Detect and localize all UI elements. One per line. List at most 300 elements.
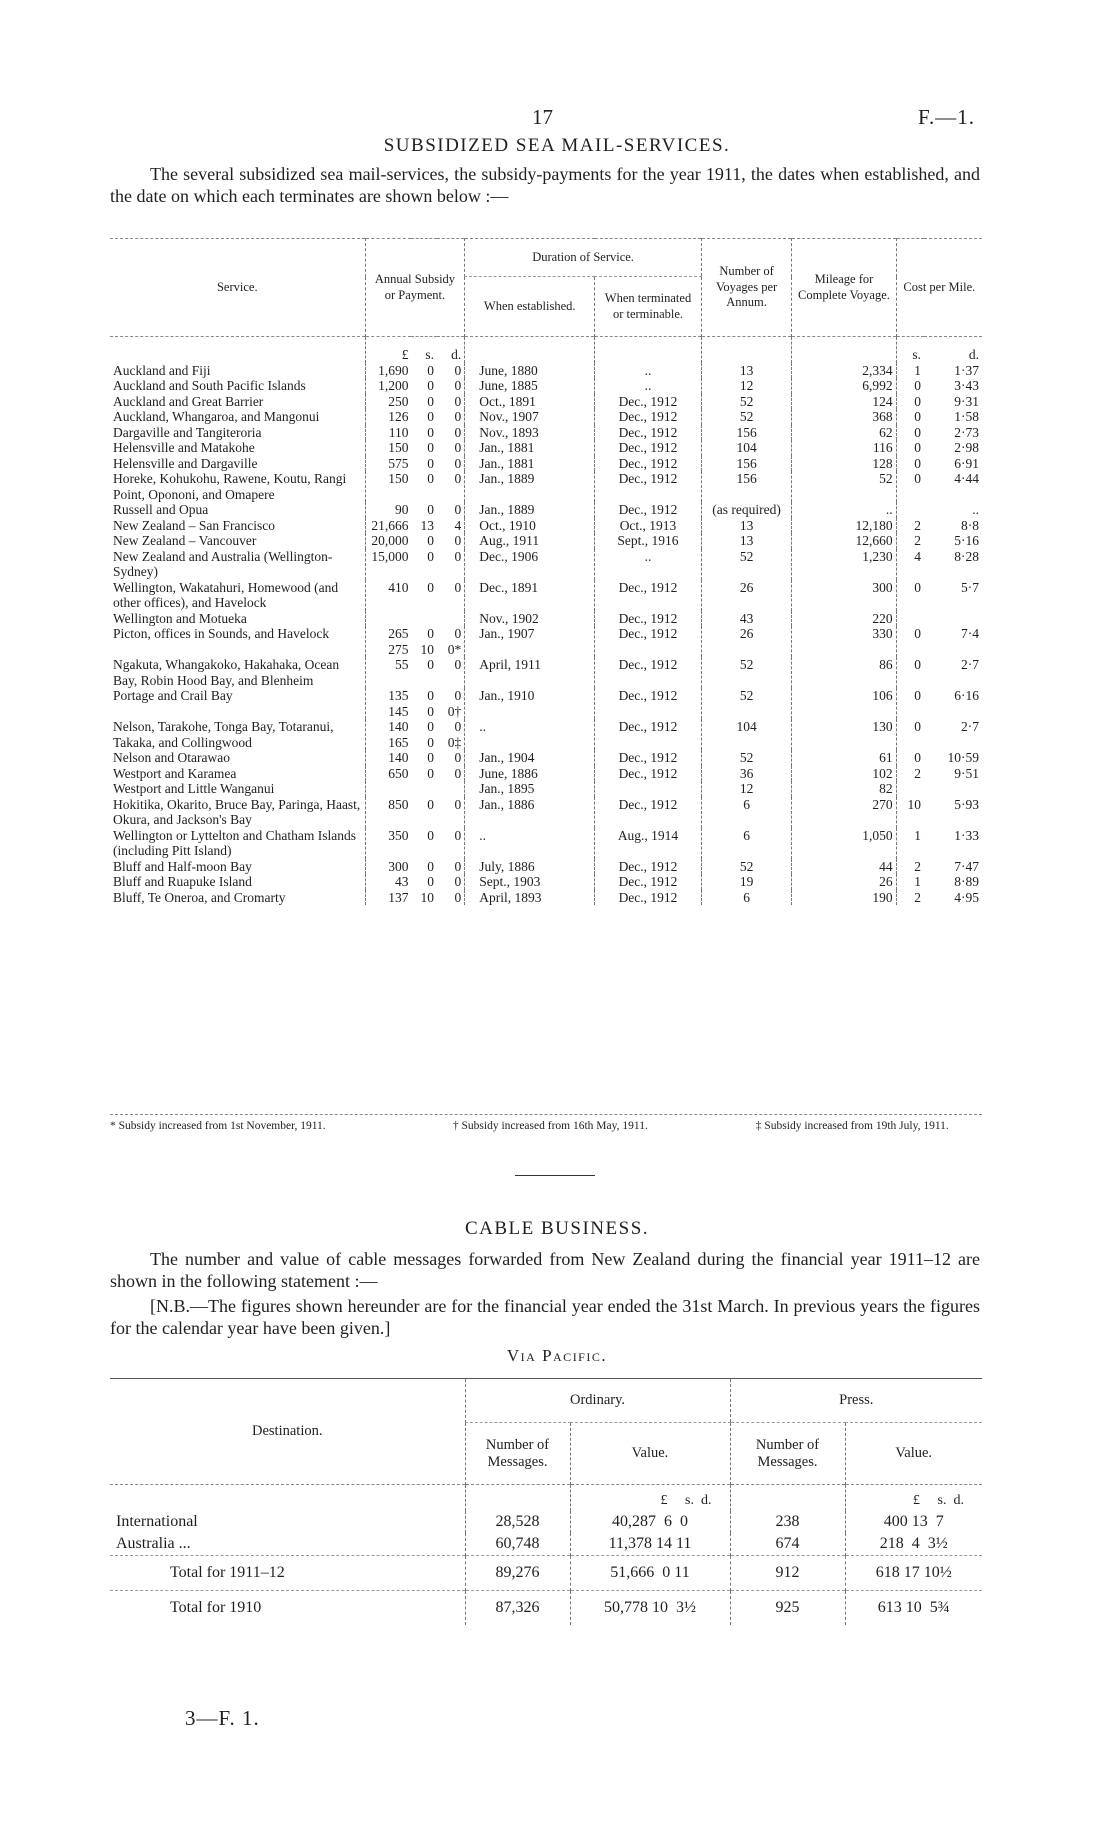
mail-subsidy-pounds: 15,000 <box>365 549 411 580</box>
mail-service-name: Westport and Karamea <box>113 765 237 781</box>
mail-service-name: Wellington and Motueka <box>113 610 247 626</box>
mail-subsidy-shillings <box>411 781 437 797</box>
mail-established: Dec., 1906 <box>465 549 595 580</box>
table-row <box>110 1511 982 1533</box>
mail-established: Nov., 1893 <box>465 425 595 441</box>
table-row <box>110 409 982 425</box>
mail-service-name: Westport and Little Wanganui <box>113 781 275 796</box>
mail-service-name: Helensville and Matakohe <box>113 440 255 455</box>
mail-subsidy-shillings: 0 <box>427 858 434 874</box>
mail-established: Oct., 1891 <box>465 394 595 410</box>
table-row <box>110 611 982 627</box>
mail-terminated: Dec., 1912 <box>595 456 702 472</box>
cable-unit-press-pence: d. <box>953 1492 964 1508</box>
cable-dest: International <box>116 1512 198 1530</box>
unit-pence: d. <box>451 347 462 362</box>
mail-cost-shillings: 4 <box>896 549 924 580</box>
mail-voyages: (as required) <box>701 502 791 518</box>
mail-subsidy-shillings: 0 <box>427 579 434 595</box>
mail-subsidy-shillings: 0 <box>427 471 434 486</box>
mail-subsidy-pounds: 126 <box>365 409 411 425</box>
mail-voyages: 13 <box>701 518 791 534</box>
cable-header-ordinary-number: Number of Messages. <box>465 1423 570 1485</box>
mail-mileage: 130 <box>792 719 896 750</box>
table-row <box>110 502 982 518</box>
mail-service-name: Bluff and Ruapuke Island <box>113 874 252 889</box>
mail-terminated: Dec., 1912 <box>595 471 702 502</box>
cable-header-press-number: Number of Messages. <box>730 1423 845 1485</box>
mail-established: Aug., 1911 <box>465 533 595 549</box>
mail-subsidy-pounds: 350 <box>365 828 411 859</box>
mail-established: Jan., 1881 <box>465 440 595 456</box>
mail-established: Dec., 1891 <box>465 580 595 611</box>
mail-subsidy-pounds: 575 <box>365 456 411 472</box>
mail-subsidy-pence: 0 <box>454 548 462 564</box>
mail-cost-pence: 1·37 <box>954 362 979 378</box>
mail-cost-shillings: 0 <box>896 425 924 441</box>
mail-terminated: Dec., 1912 <box>595 657 702 688</box>
mail-subsidy-shillings: 0 <box>427 362 434 378</box>
mail-mileage: .. <box>792 502 896 518</box>
mail-cost-pence: 7·47 <box>954 858 979 874</box>
unit-cost-pence: d. <box>968 347 979 362</box>
mail-voyages: 13 <box>701 533 791 549</box>
table-row <box>110 890 982 906</box>
mail-service-name: New Zealand – San Francisco <box>113 517 275 533</box>
mail-service-name: Bluff, Te Oneroa, and Cromarty <box>113 889 286 905</box>
mail-voyages: 26 <box>701 580 791 611</box>
mail-cost-pence <box>924 611 982 627</box>
footnote-dagger: † Subsidy increased from 16th May, 1911. <box>452 1120 648 1132</box>
mail-subsidy-shillings: 0 <box>427 874 434 889</box>
mail-subsidy-pounds: 1,690 <box>365 363 411 379</box>
mail-cost-shillings: 2 <box>896 859 924 875</box>
mail-voyages: 19 <box>701 874 791 890</box>
table-row <box>110 828 982 859</box>
mail-services-rows <box>110 337 982 906</box>
mail-mileage: 190 <box>792 890 896 906</box>
mail-established: .. <box>465 828 595 859</box>
mail-cost-shillings: 0 <box>896 378 924 394</box>
mail-service-name: Picton, offices in Sounds, and Havelock <box>113 626 330 641</box>
mail-subsidy-pence: 0 <box>454 874 462 889</box>
mail-mileage: 330 <box>792 626 896 657</box>
mail-cost-pence: .. <box>972 502 979 517</box>
table-row <box>110 657 982 688</box>
table-row <box>110 1533 982 1556</box>
cable-dest: Australia ... <box>116 1534 191 1552</box>
mail-voyages: 6 <box>701 797 791 828</box>
mail-subsidy-pounds: 140 <box>365 750 411 766</box>
mail-subsidy-pence: 4 <box>454 517 462 533</box>
mail-subsidy-pence: 0 <box>454 378 462 393</box>
mail-established: Jan., 1886 <box>465 797 595 828</box>
mail-service-name: Bluff and Half-moon Bay <box>113 858 252 874</box>
mail-cost-pence: 7·4 <box>961 626 979 641</box>
mail-established: June, 1880 <box>465 363 595 379</box>
mail-subsidy-pounds: 55 <box>365 657 411 688</box>
mail-cost-pence: 3·43 <box>954 378 979 393</box>
mail-cost-pence: 9·51 <box>954 765 979 781</box>
mail-subsidy-pounds: 110 <box>365 425 411 441</box>
mail-subsidy-pence: 0 0* <box>447 626 462 657</box>
mail-voyages: 6 <box>701 890 791 906</box>
table-row <box>110 719 982 750</box>
mail-terminated: Aug., 1914 <box>595 828 702 859</box>
mail-established: Jan., 1881 <box>465 456 595 472</box>
mail-subsidy-pounds: 300 <box>365 859 411 875</box>
table-row <box>110 874 982 890</box>
mail-cost-shillings: 0 <box>896 657 924 688</box>
mail-cost-shillings: 1 <box>896 828 924 859</box>
total-ordinary-number: 87,326 <box>465 1590 570 1625</box>
mail-established: April, 1893 <box>465 890 595 906</box>
total-press-number: 925 <box>730 1590 845 1625</box>
mail-subsidy-pounds: 265 275 <box>365 626 411 657</box>
mail-subsidy-pence: 0 <box>454 765 462 781</box>
mail-cost-shillings: 0 <box>896 456 924 472</box>
mail-terminated: .. <box>595 378 702 394</box>
mail-subsidy-pounds: 137 <box>365 890 411 906</box>
mail-mileage: 128 <box>792 456 896 472</box>
mail-cost-pence: 5·16 <box>954 533 979 548</box>
mail-subsidy-pence: 0 <box>454 533 462 548</box>
mail-subsidy-shillings: 0 <box>427 424 434 440</box>
mail-terminated: Dec., 1912 <box>595 440 702 456</box>
mail-mileage: 86 <box>792 657 896 688</box>
total-press-number: 912 <box>730 1555 845 1590</box>
mail-cost-pence: 4·44 <box>954 471 979 486</box>
mail-services-table <box>110 238 982 905</box>
total-label: Total for 1910 <box>110 1590 465 1625</box>
mail-established: Jan., 1889 <box>465 471 595 502</box>
table-row <box>110 549 982 580</box>
cable-press-number: 674 <box>730 1533 845 1556</box>
mail-cost-shillings: 10 <box>896 797 924 828</box>
mail-service-name: Dargaville and Tangiteroria <box>113 424 262 440</box>
mail-subsidy-pence: 0 <box>454 579 462 595</box>
footnote-double-dagger: ‡ Subsidy increased from 19th July, 1911. <box>755 1120 949 1132</box>
mail-cost-pence: 8·89 <box>954 874 979 889</box>
mail-service-name: New Zealand and Australia (Wellington-Sydney) <box>113 548 333 579</box>
mail-cost-shillings <box>896 502 924 518</box>
mail-subsidy-pence: 0 <box>454 440 462 455</box>
mail-subsidy-shillings: 0 0 <box>427 719 434 750</box>
mail-voyages: 156 <box>701 471 791 502</box>
mail-mileage: 1,050 <box>792 828 896 859</box>
mail-cost-pence: 2·7 <box>961 657 979 672</box>
mail-subsidy-pounds: 150 <box>365 471 411 502</box>
mail-terminated: Dec., 1912 <box>595 750 702 766</box>
mail-subsidy-shillings: 0 <box>427 765 434 781</box>
header-duration: Duration of Service. <box>465 239 702 277</box>
cable-unit-pounds: £ <box>660 1492 668 1508</box>
mail-cost-pence: 2·98 <box>954 440 979 455</box>
mail-terminated: Dec., 1912 <box>595 890 702 906</box>
cable-unit-press-shillings: s. <box>937 1492 947 1508</box>
mail-established: Jan., 1910 <box>465 688 595 719</box>
mail-voyages: 52 <box>701 409 791 425</box>
table-row <box>110 533 982 549</box>
total-label: Total for 1911–12 <box>110 1555 465 1590</box>
mail-cost-shillings: 0 <box>896 719 924 750</box>
total-ordinary-value: 51,666 0 11 <box>570 1555 730 1590</box>
mail-cost-pence: 1·33 <box>954 827 979 843</box>
mail-mileage: 26 <box>792 874 896 890</box>
mail-subsidy-shillings: 0 <box>427 750 434 765</box>
cable-note <box>110 1295 980 1339</box>
mail-established: April, 1911 <box>465 657 595 688</box>
mail-mileage: 52 <box>792 471 896 502</box>
mail-terminated: Dec., 1912 <box>595 874 702 890</box>
mail-service-name: Auckland and Fiji <box>113 362 211 378</box>
mail-mileage: 102 <box>792 766 896 782</box>
mail-subsidy-pence: 0 0‡ <box>447 719 462 750</box>
mail-subsidy-shillings <box>411 611 437 627</box>
mail-subsidy-pence: 0 <box>454 502 462 517</box>
header-service: Service. <box>216 279 258 294</box>
report-reference: F.—1. <box>918 105 975 129</box>
mail-voyages: 13 <box>701 363 791 379</box>
cable-header-press: Press. <box>730 1379 982 1423</box>
table-row <box>110 626 982 657</box>
total-press-value: 618 17 10½ <box>845 1555 982 1590</box>
mail-subsidy-pence: 0 <box>454 796 462 812</box>
mail-terminated: Dec., 1912 <box>595 688 702 719</box>
mail-voyages: 12 <box>701 781 791 797</box>
mail-terminated: Dec., 1912 <box>595 719 702 750</box>
cable-unit-press-pounds: £ <box>913 1492 921 1508</box>
mail-subsidy-pounds <box>365 611 411 627</box>
mail-mileage: 62 <box>792 425 896 441</box>
mail-terminated: Dec., 1912 <box>595 766 702 782</box>
mail-terminated <box>595 781 702 797</box>
mail-voyages: 156 <box>701 425 791 441</box>
mail-subsidy-pounds: 140 165 <box>365 719 411 750</box>
mail-cost-shillings: 0 <box>896 394 924 410</box>
total-row <box>110 1555 982 1590</box>
table-row <box>110 688 982 719</box>
table-row <box>110 378 982 394</box>
section-divider <box>515 1175 595 1176</box>
mail-voyages: 43 <box>701 611 791 627</box>
cable-ordinary-number: 28,528 <box>465 1511 570 1533</box>
unit-shillings: s. <box>425 347 434 362</box>
mail-subsidy-pounds: 650 <box>365 766 411 782</box>
table-row <box>110 766 982 782</box>
mail-terminated: Dec., 1912 <box>595 580 702 611</box>
cable-press-number: 238 <box>730 1511 845 1533</box>
mail-cost-pence: 5·93 <box>954 796 979 812</box>
mail-intro-text: The several subsidized sea mail-services, the subsidy-payments for the year 1911, the dates when established, and the date on which each terminates are shown below :— <box>110 164 980 206</box>
mail-cost-shillings: 2 <box>896 533 924 549</box>
mail-cost-shillings: 2 <box>896 766 924 782</box>
mail-terminated: Sept., 1916 <box>595 533 702 549</box>
mail-voyages: 52 <box>701 394 791 410</box>
mail-subsidy-shillings: 0 <box>427 378 434 393</box>
mail-subsidy-pence: 0 <box>454 362 462 378</box>
mail-cost-shillings: 0 <box>896 688 924 719</box>
mail-cost-shillings: 1 <box>896 874 924 890</box>
mail-subsidy-shillings: 0 10 <box>420 626 434 657</box>
mail-mileage: 300 <box>792 580 896 611</box>
mail-service-name: Portage and Crail Bay <box>113 688 233 703</box>
page-signature: 3—F. 1. <box>185 1706 260 1730</box>
mail-subsidy-pounds: 850 <box>365 797 411 828</box>
mail-subsidy-shillings: 0 <box>427 657 434 672</box>
mail-established: Jan., 1895 <box>465 781 595 797</box>
mail-voyages: 156 <box>701 456 791 472</box>
cable-ordinary-value: 40,287 6 0 <box>570 1511 730 1533</box>
mail-cost-pence: 6·16 <box>954 688 979 703</box>
mail-established: June, 1885 <box>465 378 595 394</box>
mail-service-name: Horeke, Kohukohu, Rawene, Koutu, Rangi Point, Opononi, and Omapere <box>113 471 347 502</box>
header-established: When established. <box>465 277 595 337</box>
total-press-value: 613 10 5¾ <box>845 1590 982 1625</box>
mail-voyages: 52 <box>701 549 791 580</box>
mail-terminated: Dec., 1912 <box>595 502 702 518</box>
mail-cost-pence: 10·59 <box>947 750 979 765</box>
cable-table <box>110 1378 982 1625</box>
mail-mileage: 1,230 <box>792 549 896 580</box>
cable-business-title: CABLE BUSINESS. <box>464 1218 650 1239</box>
mail-subsidy-shillings: 0 <box>427 502 434 517</box>
mail-subsidy-pence: 0 <box>454 657 462 672</box>
mail-subsidy-shillings: 13 <box>420 517 434 533</box>
mail-subsidy-pence: 0 <box>454 750 462 765</box>
mail-cost-shillings: 2 <box>896 890 924 906</box>
mail-subsidy-pounds: 20,000 <box>365 533 411 549</box>
mail-subsidy-pence: 0 <box>454 471 462 486</box>
mail-terminated: Dec., 1912 <box>595 409 702 425</box>
mail-subsidy-pence: 0 <box>454 889 462 905</box>
mail-mileage: 116 <box>792 440 896 456</box>
mail-subsidy-pounds <box>365 781 411 797</box>
footnote-star: * Subsidy increased from 1st November, 1911. <box>110 1120 326 1132</box>
mail-voyages: 12 <box>701 378 791 394</box>
unit-cost-shillings: s. <box>896 337 924 363</box>
mail-subsidy-shillings: 0 <box>427 796 434 812</box>
mail-voyages: 6 <box>701 828 791 859</box>
total-row <box>110 1590 982 1625</box>
mail-cost-pence: 9·31 <box>954 393 979 409</box>
mail-mileage: 368 <box>792 409 896 425</box>
mail-subsidy-pence: 0 <box>454 393 462 409</box>
mail-terminated: Dec., 1912 <box>595 611 702 627</box>
header-voyages: Number of Voyages per Annum. <box>701 239 791 337</box>
mail-subsidy-shillings: 0 <box>427 409 434 424</box>
mail-cost-pence: 8·28 <box>954 548 979 564</box>
mail-subsidy-pence: 0 0† <box>447 688 462 719</box>
mail-mileage: 12,660 <box>792 533 896 549</box>
header-mileage: Mileage for Complete Voyage. <box>792 239 896 337</box>
table-row <box>110 440 982 456</box>
mail-services-intro <box>110 163 980 207</box>
mail-established: July, 1886 <box>465 859 595 875</box>
table-row <box>110 797 982 828</box>
mail-cost-pence: 4·95 <box>954 889 979 905</box>
mail-cost-shillings: 1 <box>896 363 924 379</box>
mail-service-name: Auckland and South Pacific Islands <box>113 378 306 393</box>
mail-mileage: 6,992 <box>792 378 896 394</box>
mail-established: Jan., 1907 <box>465 626 595 657</box>
mail-service-name: Wellington, Wakatahuri, Homewood (and other offices), and Havelock <box>113 579 339 610</box>
mail-mileage: 124 <box>792 394 896 410</box>
mail-mileage: 270 <box>792 797 896 828</box>
cable-press-value: 218 4 3½ <box>845 1533 982 1556</box>
mail-mileage: 220 <box>792 611 896 627</box>
mail-mileage: 82 <box>792 781 896 797</box>
cable-intro-text: The number and value of cable messages forwarded from New Zealand during the financial year 1911–12 are shown in the following statement :— <box>110 1249 980 1291</box>
cable-press-value: 400 13 7 <box>845 1511 982 1533</box>
mail-established: Nov., 1907 <box>465 409 595 425</box>
mail-terminated: Dec., 1912 <box>595 425 702 441</box>
mail-cost-pence: 2·7 <box>961 719 979 734</box>
mail-service-name: Hokitika, Okarito, Bruce Bay, Paringa, Haast, Okura, and Jackson's Bay <box>113 796 361 827</box>
page-number: 17 <box>532 105 553 129</box>
mail-cost-shillings <box>896 781 924 797</box>
mail-subsidy-pounds: 90 <box>365 502 411 518</box>
cable-unit-press <box>845 1485 982 1511</box>
mail-subsidy-pence: 0 <box>454 827 462 843</box>
mail-subsidy-pence: 0 <box>454 424 462 440</box>
cable-rows <box>110 1485 982 1556</box>
mail-subsidy-pence: 0 <box>454 858 462 874</box>
mail-subsidy-pounds: 1,200 <box>365 378 411 394</box>
mail-terminated: Oct., 1913 <box>595 518 702 534</box>
table-row <box>110 363 982 379</box>
mail-cost-shillings: 0 <box>896 580 924 611</box>
mail-subsidy-pounds: 250 <box>365 394 411 410</box>
mail-cost-pence: 6·91 <box>954 455 979 471</box>
mail-voyages: 26 <box>701 626 791 657</box>
mail-subsidy-shillings: 0 0 <box>427 688 434 719</box>
unit-pounds: £ <box>365 337 411 363</box>
header-subsidy: Annual Subsidy or Payment. <box>365 239 465 337</box>
mail-subsidy-pounds: 135 145 <box>365 688 411 719</box>
cable-unit-ordinary <box>570 1485 730 1511</box>
table-row <box>110 456 982 472</box>
mail-cost-pence: 2·73 <box>954 424 979 440</box>
cable-header-press-value: Value. <box>845 1423 982 1485</box>
table-row <box>110 518 982 534</box>
mail-voyages: 52 <box>701 859 791 875</box>
mail-cost-shillings: 2 <box>896 518 924 534</box>
mail-subsidy-pence <box>437 781 465 797</box>
cable-header-ordinary-value: Value. <box>570 1423 730 1485</box>
mail-subsidy-pounds: 21,666 <box>365 518 411 534</box>
cable-unit-shillings: s. <box>685 1492 694 1508</box>
mail-voyages: 36 <box>701 766 791 782</box>
total-ordinary-value: 50,778 10 3½ <box>570 1590 730 1625</box>
mail-subsidy-shillings: 0 <box>427 440 434 455</box>
mail-terminated: .. <box>595 549 702 580</box>
mail-footnotes <box>110 1114 982 1133</box>
mail-established: .. <box>465 719 595 750</box>
total-ordinary-number: 89,276 <box>465 1555 570 1590</box>
mail-subsidy-shillings: 10 <box>420 889 434 905</box>
mail-service-name: Auckland, Whangaroa, and Mangonui <box>113 409 320 424</box>
mail-terminated: Dec., 1912 <box>595 797 702 828</box>
mail-cost-shillings: 0 <box>896 440 924 456</box>
mail-terminated: Dec., 1912 <box>595 626 702 657</box>
mail-mileage: 61 <box>792 750 896 766</box>
cable-subtitle: Via Pacific. <box>506 1346 608 1365</box>
mail-established: Jan., 1889 <box>465 502 595 518</box>
mail-cost-pence <box>924 781 982 797</box>
mail-terminated: .. <box>595 363 702 379</box>
mail-services-title: SUBSIDIZED SEA MAIL-SERVICES. <box>383 135 731 156</box>
